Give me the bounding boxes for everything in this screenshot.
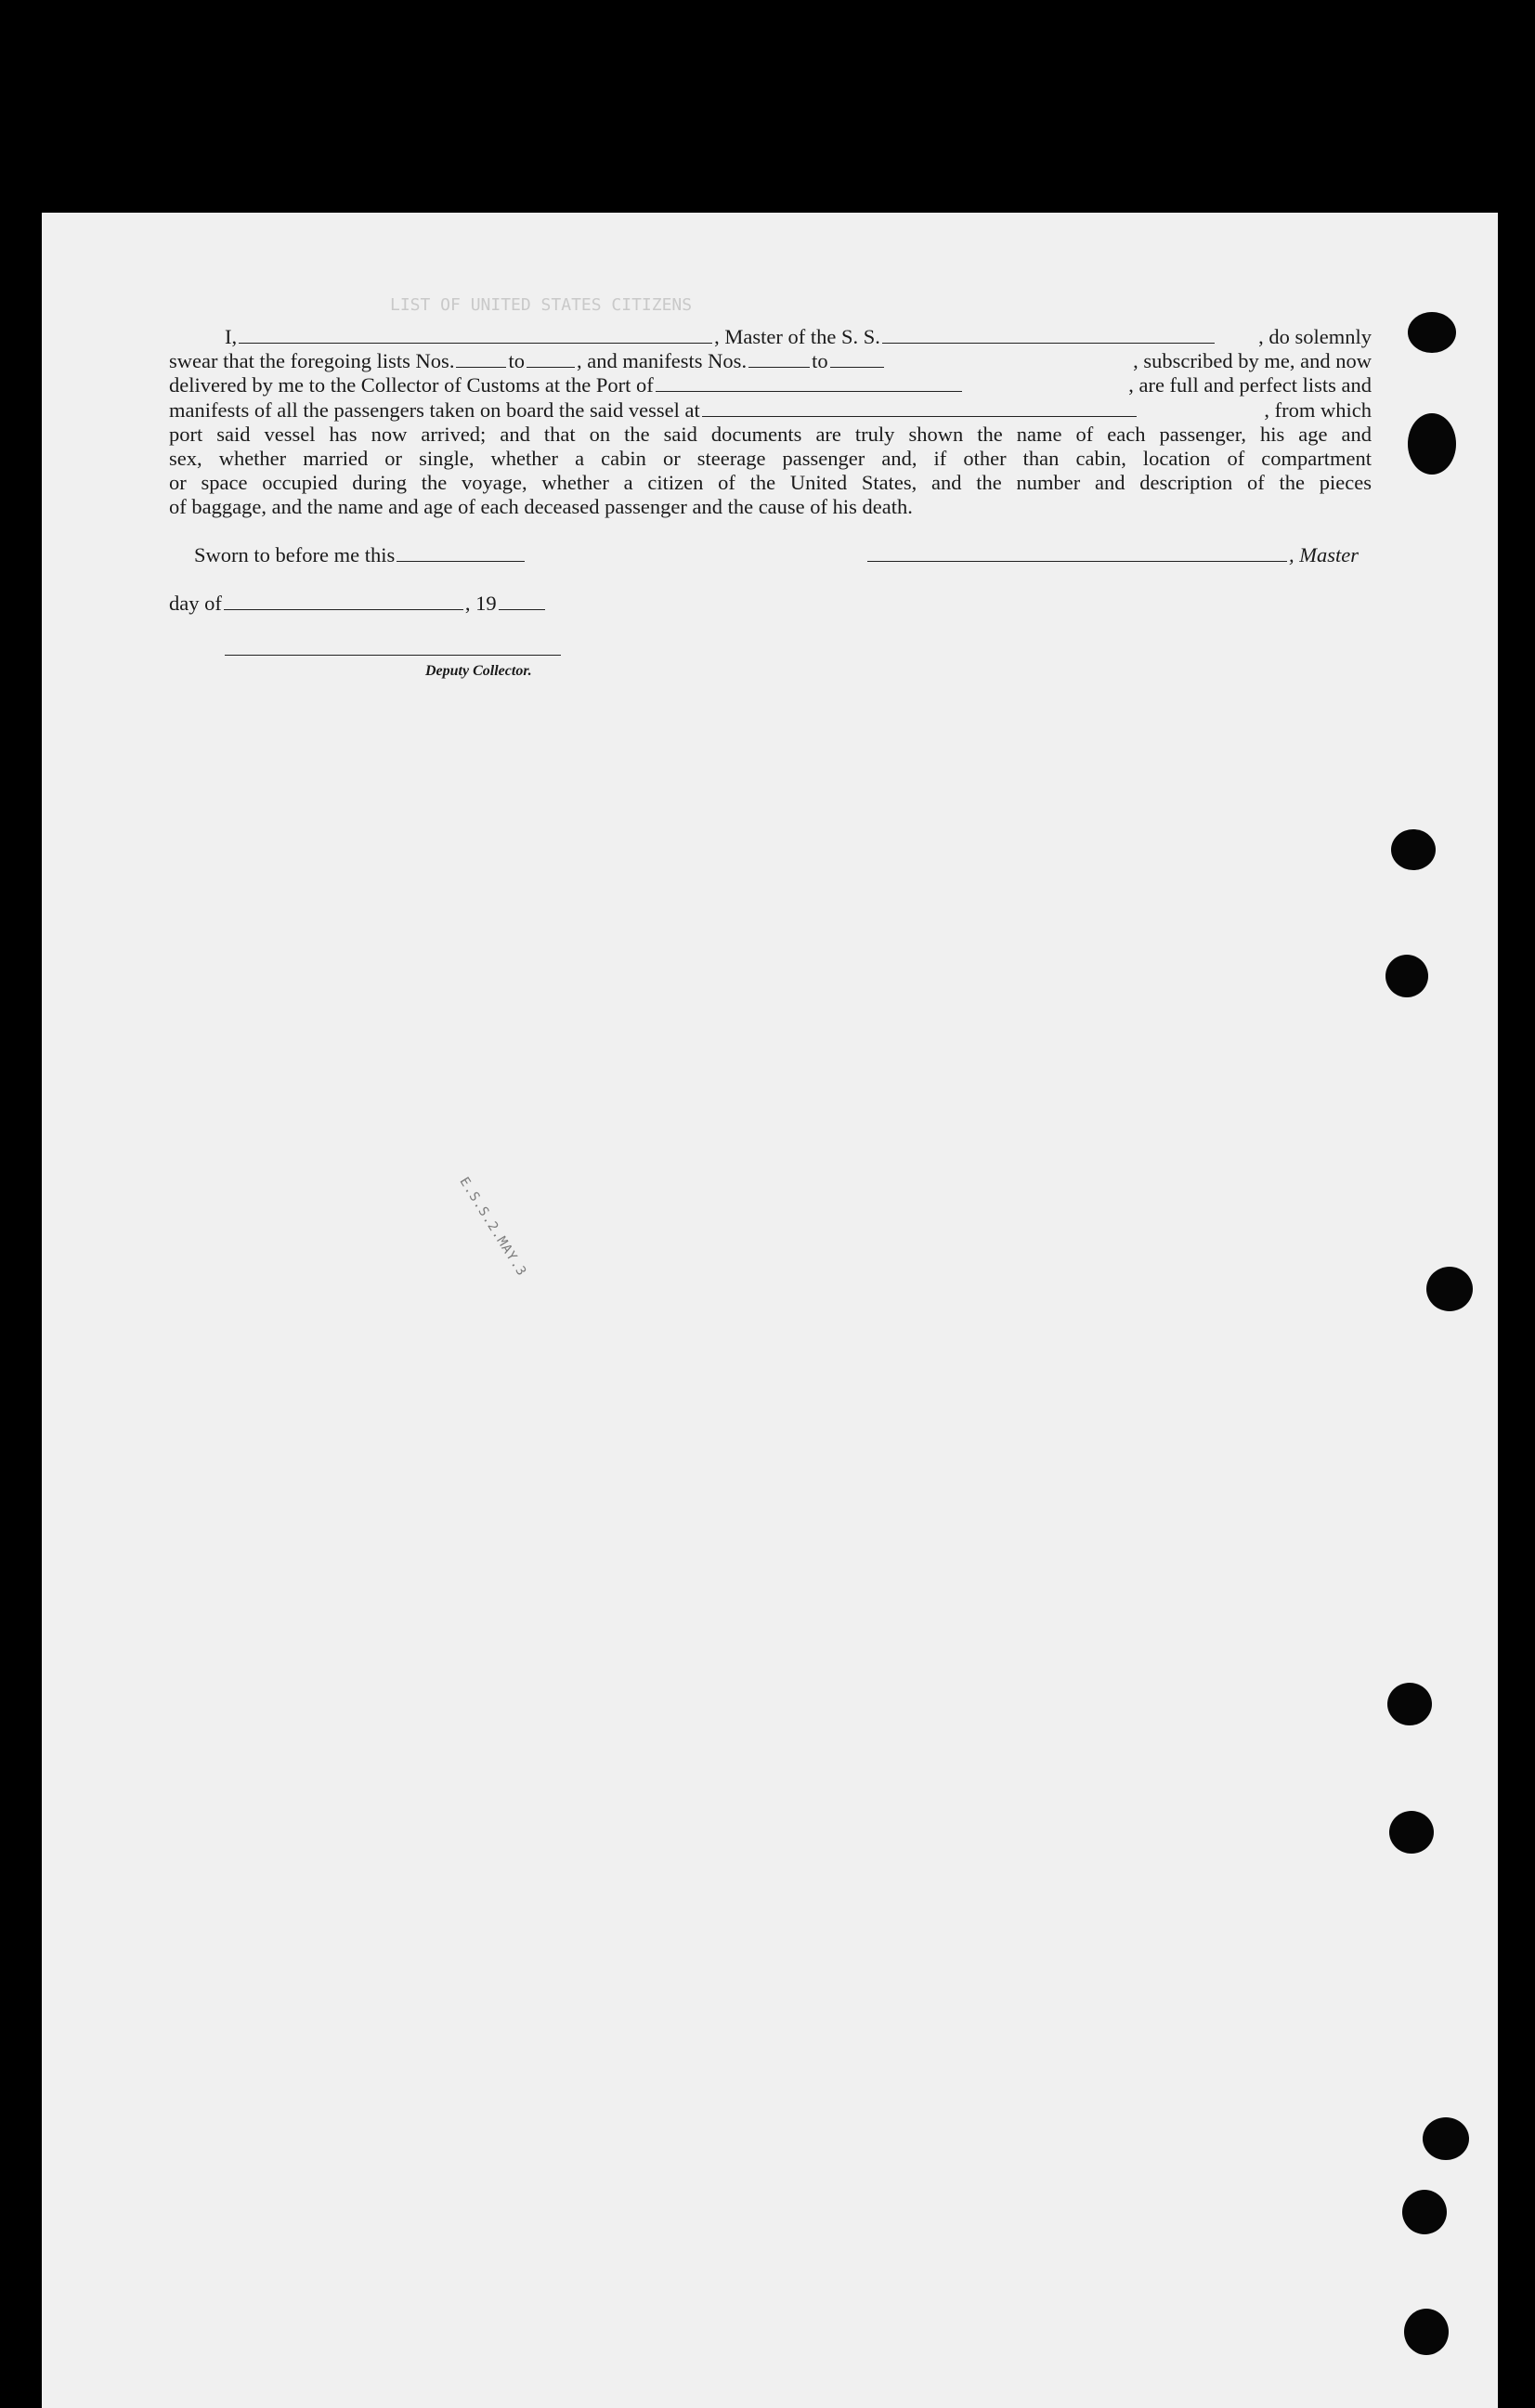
punch-hole xyxy=(1404,2309,1449,2355)
oath-text: I, xyxy=(225,325,238,348)
punch-hole xyxy=(1387,1683,1432,1725)
punch-hole xyxy=(1391,829,1436,870)
manifests-to-blank xyxy=(830,352,884,368)
oath-text: , and manifests Nos. xyxy=(576,349,748,373)
oath-text: , Master of the S. S. xyxy=(714,325,880,348)
punch-hole xyxy=(1389,1811,1434,1854)
ship-name-blank xyxy=(882,328,1215,344)
embarkation-port-blank xyxy=(702,401,1137,417)
oath-text: swear that the foregoing lists Nos. xyxy=(169,349,455,373)
lists-to-blank xyxy=(527,352,575,368)
received-stamp: E.S.S.2.MAY.3 xyxy=(456,1175,529,1280)
deputy-signature-line xyxy=(225,655,561,656)
oath-text: of baggage, and the name and age of each deceased passenger and the cause of his death. xyxy=(169,495,913,519)
master-signature-blank xyxy=(867,548,1287,562)
oath-text: to xyxy=(508,349,525,373)
punch-hole xyxy=(1423,2117,1469,2160)
oath-text: sex, whether married or single, whether a cabin or steerage passenger and, if other than cabin, location of compartment xyxy=(169,447,1372,471)
year-label: , 19 xyxy=(464,592,497,615)
punch-hole xyxy=(1408,312,1456,353)
port-blank xyxy=(656,376,962,392)
day-of-label: day of xyxy=(169,592,222,615)
oath-text: delivered by me to the Collector of Customs at the Port of xyxy=(169,373,654,397)
month-blank xyxy=(224,596,463,610)
oath-text: port said vessel has now arrived; and that on the said documents are truly shown the name of each passenger, his age and xyxy=(169,422,1372,446)
day-of-line xyxy=(169,592,547,616)
punch-hole xyxy=(1426,1267,1473,1311)
oath-text: , are full and perfect lists and xyxy=(1128,373,1372,397)
punch-hole xyxy=(1402,2190,1447,2234)
manifests-from-blank xyxy=(748,352,810,368)
oath-text: , subscribed by me, and now xyxy=(1133,349,1372,373)
oath-text: , do solemnly xyxy=(1258,325,1372,348)
sworn-label: Sworn to before me this xyxy=(194,543,396,566)
oath-text: or space occupied during the voyage, whether a citizen of the United States, and the number and description of the pieces xyxy=(169,471,1372,495)
sworn-date-blank xyxy=(397,548,525,562)
deputy-collector-label: Deputy Collector. xyxy=(425,663,532,679)
year-blank xyxy=(499,596,545,610)
master-oath-paragraph xyxy=(169,325,1372,520)
oath-text: , from which xyxy=(1264,397,1372,422)
oath-text: manifests of all the passengers taken on board the said vessel at xyxy=(169,397,700,422)
sworn-line xyxy=(194,543,527,567)
lists-from-blank xyxy=(456,352,506,368)
oath-text: to xyxy=(812,349,828,373)
master-signature-line xyxy=(865,543,1359,567)
master-label: , Master xyxy=(1289,543,1359,566)
document-page xyxy=(42,213,1498,2408)
bleed-through-text: LIST OF UNITED STATES CITIZENS xyxy=(390,295,693,315)
punch-hole xyxy=(1385,955,1428,997)
punch-hole xyxy=(1408,413,1456,475)
master-name-blank xyxy=(239,328,712,344)
